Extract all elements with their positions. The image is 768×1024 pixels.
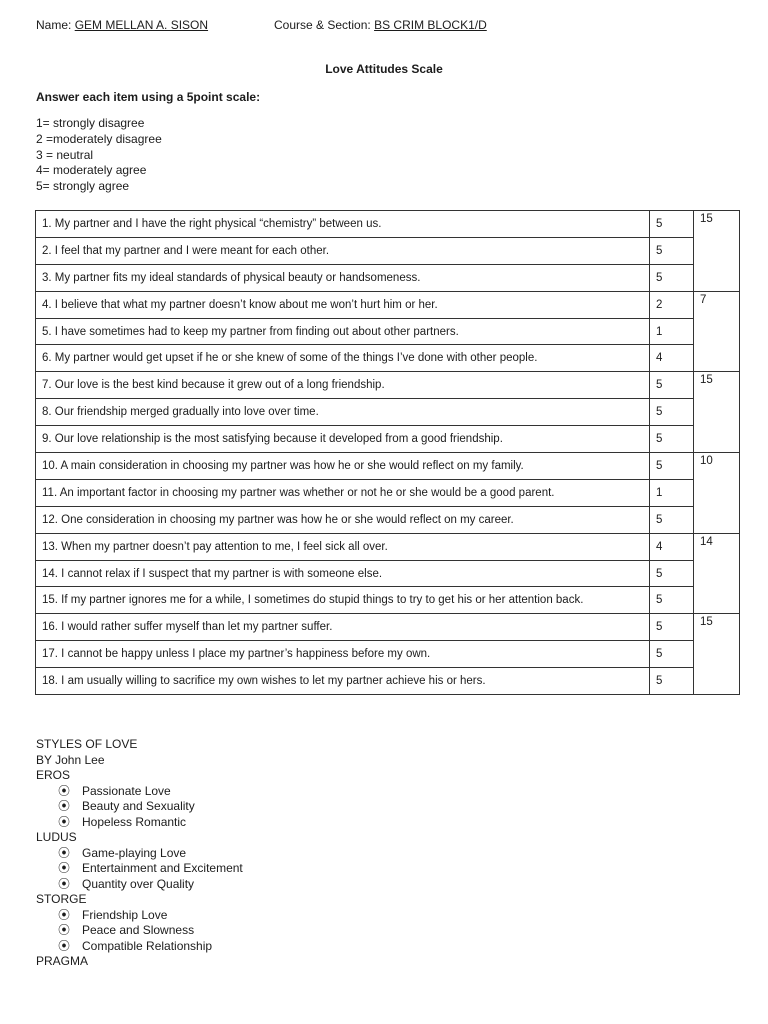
style-bullet: ⦿ Peace and Slowness bbox=[58, 923, 195, 937]
page-title: Love Attitudes Scale bbox=[325, 62, 443, 76]
style-bullet: ⦿ Game-playing Love bbox=[58, 845, 187, 860]
item-score: 1 bbox=[650, 479, 694, 506]
item-score: 5 bbox=[650, 614, 694, 641]
item-text: 9. Our love relationship is the most satisfying because it developed from a good friendship. bbox=[36, 426, 650, 453]
survey-table bbox=[35, 210, 740, 695]
course-label: Course & Section: bbox=[274, 18, 371, 32]
item-text: 15. If my partner ignores me for a while, I sometimes do stupid things to try to get his or her attention back. bbox=[36, 587, 650, 614]
table-row bbox=[36, 345, 740, 372]
table-row bbox=[36, 533, 740, 560]
styles-author: BY John Lee bbox=[36, 752, 105, 767]
item-score: 5 bbox=[650, 453, 694, 480]
style-bullet: ⦿ Quantity over Quality bbox=[58, 876, 195, 891]
scale-item: 2 =moderately disagree bbox=[36, 131, 162, 146]
table-row bbox=[36, 291, 740, 318]
table-row bbox=[36, 211, 740, 238]
item-score: 5 bbox=[650, 211, 694, 238]
table-row bbox=[36, 426, 740, 453]
group-total: 14 bbox=[694, 533, 740, 614]
item-score: 5 bbox=[650, 668, 694, 695]
item-score: 5 bbox=[650, 264, 694, 291]
bullet-dot-icon: ⦿ bbox=[58, 923, 71, 937]
table-row bbox=[36, 372, 740, 399]
group-total: 7 bbox=[694, 291, 740, 372]
bullet-dot-icon: ⦿ bbox=[58, 876, 71, 891]
course-field bbox=[274, 18, 487, 32]
styles-of-love-section bbox=[36, 737, 243, 970]
item-text: 10. A main consideration in choosing my partner was how he or she would reflect on my family. bbox=[36, 453, 650, 480]
item-score: 2 bbox=[650, 291, 694, 318]
table-row bbox=[36, 587, 740, 614]
table-row bbox=[36, 641, 740, 668]
styles-heading: STYLES OF LOVE bbox=[36, 737, 138, 751]
style-name-pragma: PRAGMA bbox=[36, 954, 89, 968]
table-row bbox=[36, 453, 740, 480]
style-bullet: ⦿ Entertainment and Excitement bbox=[58, 861, 243, 875]
item-text: 5. I have sometimes had to keep my partner from finding out about other partners. bbox=[36, 318, 650, 345]
scale-item: 1= strongly disagree bbox=[36, 116, 145, 130]
table-row bbox=[36, 399, 740, 426]
scale-item: 3 = neutral bbox=[36, 147, 94, 162]
bullet-dot-icon: ⦿ bbox=[58, 845, 71, 860]
item-text: 12. One consideration in choosing my partner was how he or she would reflect on my career. bbox=[36, 506, 650, 533]
table-row bbox=[36, 614, 740, 641]
item-score: 5 bbox=[650, 641, 694, 668]
name-label: Name: bbox=[36, 18, 72, 32]
bullet-dot-icon: ⦿ bbox=[58, 799, 71, 813]
item-score: 1 bbox=[650, 318, 694, 345]
bullet-dot-icon: ⦿ bbox=[58, 814, 71, 829]
group-total: 15 bbox=[694, 614, 740, 695]
item-text: 3. My partner fits my ideal standards of physical beauty or handsomeness. bbox=[36, 264, 650, 291]
item-text: 2. I feel that my partner and I were meant for each other. bbox=[36, 237, 650, 264]
bullet-dot-icon: ⦿ bbox=[58, 861, 71, 875]
name-field bbox=[36, 18, 208, 32]
item-score: 5 bbox=[650, 399, 694, 426]
item-score: 5 bbox=[650, 506, 694, 533]
item-score: 5 bbox=[650, 237, 694, 264]
table-row bbox=[36, 264, 740, 291]
table-row bbox=[36, 560, 740, 587]
item-text: 4. I believe that what my partner doesn’t know about me won’t hurt him or her. bbox=[36, 291, 650, 318]
bullet-dot-icon: ⦿ bbox=[58, 907, 71, 922]
group-total: 10 bbox=[694, 453, 740, 534]
style-bullet: ⦿ Compatible Relationship bbox=[58, 938, 213, 953]
group-total: 15 bbox=[694, 211, 740, 292]
item-text: 8. Our friendship merged gradually into love over time. bbox=[36, 399, 650, 426]
item-text: 16. I would rather suffer myself than let my partner suffer. bbox=[36, 614, 650, 641]
scale-item: 5= strongly agree bbox=[36, 179, 130, 194]
scale-item: 4= moderately agree bbox=[36, 163, 147, 178]
table-row bbox=[36, 668, 740, 695]
style-bullet: ⦿ Beauty and Sexuality bbox=[58, 799, 195, 813]
table-row bbox=[36, 318, 740, 345]
item-score: 4 bbox=[650, 345, 694, 372]
course-value: BS CRIM BLOCK1/D bbox=[374, 18, 487, 32]
scale-legend bbox=[36, 116, 162, 195]
table-row bbox=[36, 479, 740, 506]
item-text: 17. I cannot be happy unless I place my partner’s happiness before my own. bbox=[36, 641, 650, 668]
style-bullet: ⦿ Passionate Love bbox=[58, 783, 171, 798]
style-name-ludus: LUDUS bbox=[36, 830, 77, 844]
bullet-dot-icon: ⦿ bbox=[58, 783, 71, 798]
group-total: 15 bbox=[694, 372, 740, 453]
name-value: GEM MELLAN A. SISON bbox=[74, 18, 209, 32]
item-score: 5 bbox=[650, 560, 694, 587]
table-row bbox=[36, 237, 740, 264]
item-text: 1. My partner and I have the right physical “chemistry” between us. bbox=[36, 211, 650, 238]
item-score: 4 bbox=[650, 533, 694, 560]
bullet-dot-icon: ⦿ bbox=[58, 938, 71, 953]
item-text: 13. When my partner doesn’t pay attention to me, I feel sick all over. bbox=[36, 533, 650, 560]
item-text: 7. Our love is the best kind because it grew out of a long friendship. bbox=[36, 372, 650, 399]
item-text: 14. I cannot relax if I suspect that my partner is with someone else. bbox=[36, 560, 650, 587]
style-name-storge: STORGE bbox=[36, 892, 87, 906]
table-row bbox=[36, 506, 740, 533]
item-score: 5 bbox=[650, 372, 694, 399]
item-text: 18. I am usually willing to sacrifice my own wishes to let my partner achieve his or hers. bbox=[36, 668, 650, 695]
item-text: 11. An important factor in choosing my partner was whether or not he or she would be a good parent. bbox=[36, 479, 650, 506]
instruction-text: Answer each item using a 5point scale: bbox=[36, 90, 261, 104]
item-text: 6. My partner would get upset if he or she knew of some of the things I’ve done with other people. bbox=[36, 345, 650, 372]
style-bullet: ⦿ Friendship Love bbox=[58, 907, 168, 922]
style-name-eros: EROS bbox=[36, 768, 71, 782]
item-score: 5 bbox=[650, 426, 694, 453]
item-score: 5 bbox=[650, 587, 694, 614]
style-bullet: ⦿ Hopeless Romantic bbox=[58, 814, 187, 829]
